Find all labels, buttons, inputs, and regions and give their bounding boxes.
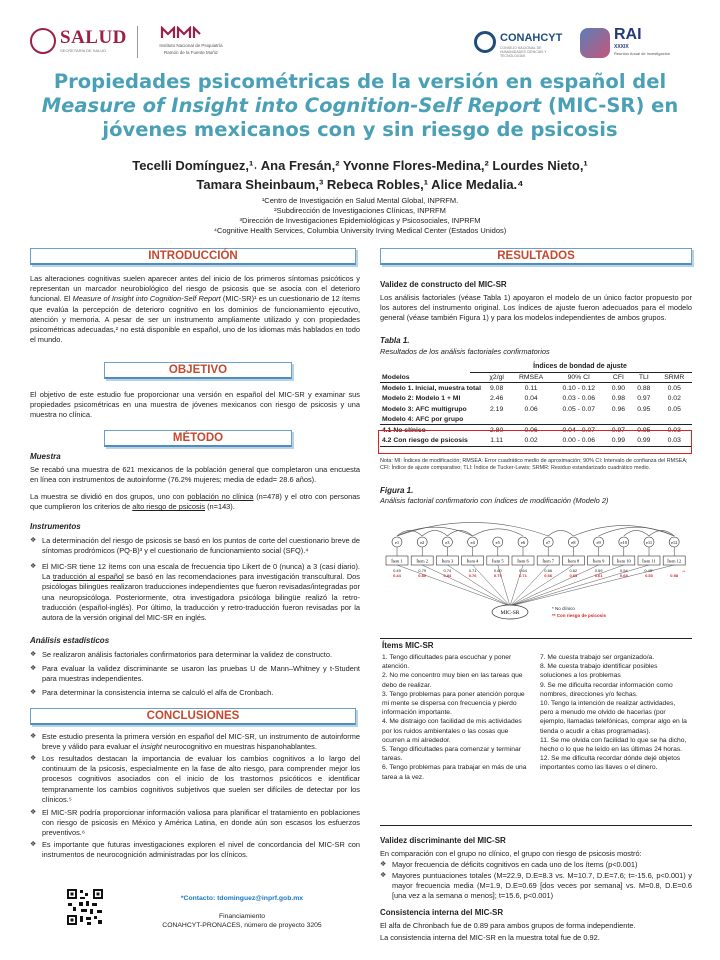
loading-path (473, 565, 510, 606)
item-label: Ítem 11 (642, 558, 656, 564)
sample-text: Se recabó una muestra de 621 mexicanos de la población general que completaron una encuesta en línea con instrumentos de autoinforme (76.2% mujeres; media de edad= 28.6 años). (30, 465, 360, 485)
figure-subtitle: Análisis factorial confirmatorio con índices de modificación (Modelo 2) (380, 496, 609, 505)
item-label: Ítem 8 (567, 558, 580, 564)
error-label: e6 (520, 540, 526, 545)
list-item: 6. Tengo problemas para trabajar en más de una tarea a la vez. (382, 764, 527, 781)
loading-label-nonclinical: 0.64 (519, 568, 527, 573)
error-label: e8 (571, 540, 576, 545)
list-item: 4. Me distraigo con facilidad de mis actividades por los ruidos ambientales o las cosas que ocurren a mi alrededor. (382, 718, 522, 744)
footer: *Contacto: tdominguez@inprf.gob.mx Financiamiento CONAHCYT-PRONACES, número de proyecto 3205 (112, 894, 372, 930)
item-label: Ítem 2 (416, 558, 429, 564)
table-note: Nota: MI: Índices de modificación; RMSEA: Error cuadrático medio de aproximación; 90% CI: Intervalo de confianza del RMSEA; CFI: Índice de ajuste comparativo; TLI: Índice de Tucker-Lewis; SRMR: Residuo estandarizado cuadrático medio. (380, 458, 688, 471)
construct-heading: Validez de constructo del MIC-SR (380, 280, 507, 289)
table-row: 4.2 Con riesgo de psicosis 1.11 0.02 0.00 - 0.06 0.99 0.99 0.03 (380, 436, 692, 447)
list-item: 12. Se me dificulta recordar dónde dejé objetos importantes como las llaves o el dinero. (540, 755, 681, 772)
stats-bullet-1: ❖ Se realizaron análisis factoriales confirmatorios para determinar la validez de constructo. (30, 650, 360, 660)
item-label: Ítem 10 (616, 558, 631, 564)
error-covariance-arc (397, 527, 473, 536)
construct-text: Los análisis factoriales (véase Tabla 1) apoyaron el modelo de un único factor propuesto por los autores del instrumento original. Los índices de ajuste fueron adecuados para el modelo general (véase también Figura 1) y para los modelos independientes de ambos grupos. (380, 293, 692, 323)
item-label: Ítem 9 (592, 558, 605, 564)
legend-nonclinical: * No clínico (552, 606, 575, 611)
error-covariance-arc (422, 530, 447, 536)
items-heading: Ítems MIC-SR (382, 641, 434, 650)
item-label: Ítem 3 (441, 558, 454, 564)
conclusion-bullet-3: ❖ El MIC-SR podría proporcionar información valiosa para planificar el tratamiento en poblaciones con riesgo de psicosis en México y América Latina, en donde aún son escasos los esfuerzos preventivos.⁶ (30, 808, 360, 839)
sample-groups-text: La muestra se dividió en dos grupos, uno con población no clínica (n=478) y el otro con personas que cumplieron los criterios de alto riesgo de psicosis (n=143). (30, 492, 360, 512)
error-label: e2 (420, 540, 425, 545)
error-label: e9 (596, 540, 601, 545)
factor-label: MIC-SR (500, 610, 520, 616)
loading-label-risk: 0.53 (645, 573, 653, 578)
table-header-row: Modelos χ2/gl RMSEA 90% CI CFI TLI SRMR (380, 372, 692, 383)
loading-label-nonclinical: 0.80 (493, 568, 502, 573)
items-left-column (382, 653, 532, 782)
logo-divider (137, 26, 138, 58)
table-row: Modelo 4: AFC por grupo (382, 415, 464, 423)
loading-label-risk: 0.63 (569, 573, 578, 578)
intro-text: Las alteraciones cognitivas suelen aparecer antes del inicio de los primeros síntomas psicóticos y representan un marcador neurobiológico del riesgo de psicosis que se asocia con el deterioro funcional. El Measure of Insight into Cognition-Self Report (MIC-SR)¹ es un cuestionario de 12 ítems que evalúa la percepción de deterioro cognitivo en los dominios de funcionamiento ejecutivo, atención y memoria. A pesar de ser un instrumento ampliamente utilizado y con propiedades psicométricas adecuadas,² no está disponible en español, uno de los idiomas más hablados en todo el mundo. (30, 274, 361, 345)
poster-title: Propiedades psicométricas de la versión en español del Measure of Insight into Cognition-Self Report (MIC-SR) en jóvenes mexicanos con y sin riesgo de psicosis (41, 70, 679, 141)
section-header-results: RESULTADOS (380, 248, 692, 265)
error-label: e3 (445, 540, 450, 545)
mic-sr-items (380, 638, 692, 826)
loading-label-nonclinical: 0.54 (619, 568, 628, 573)
list-item: 2. No me concentro muy bien en las tareas que debo de realizar. (382, 672, 523, 689)
section-header-intro: INTRODUCCIÓN (30, 248, 356, 265)
loading-label-risk: 0.84 (443, 573, 452, 578)
loading-label-risk: 0.80 (418, 573, 427, 578)
error-covariance-arc (573, 526, 674, 536)
group-models-highlight (378, 430, 692, 454)
list-item: 1. Tengo dificultades para escuchar y poner atención. (382, 654, 512, 671)
error-label: e1 (394, 540, 400, 545)
table-group-header: Índices de bondad de ajuste (533, 363, 627, 370)
consistency-text-2: La consistencia interna del MIC-SR en la muestra total fue de 0.92. (380, 933, 600, 942)
conclusion-bullet-1: ❖ Este estudio presenta la primera versión en español del MIC-SR, un instrumento de autoinforme breve y válido para evaluar el insight neurocognitivo en muestras hispanohablantes. (30, 732, 360, 752)
loading-label-risk: 0.61 (594, 573, 603, 578)
discriminant-heading: Validez discriminante del MIC-SR (380, 836, 506, 845)
contact-email-link[interactable]: *Contacto: tdominguez@inprf.gob.mx (180, 895, 304, 902)
stats-heading: Análisis estadísticos (30, 636, 110, 645)
table-row: Modelo 1. Inicial, muestra total 9.08 0.11 0.10 - 0.12 0.90 0.88 0.05 (382, 384, 681, 392)
error-label: e5 (495, 540, 500, 545)
item-label: Ítem 1 (391, 558, 403, 564)
inprf-mark-icon (160, 26, 204, 40)
error-label: e7 (546, 540, 551, 545)
error-label: e10 (620, 540, 628, 545)
table-row: Modelo 2: Modelo 1 + MI 2.46 0.04 0.03 - 0.06 0.98 0.97 0.02 (382, 394, 681, 402)
instruments-heading: Instrumentos (30, 522, 81, 531)
conclusion-bullet-4: ❖ Es importante que futuras investigaciones exploren el nivel de concordancia del MIC-SR con instrumentos de neurocognición administradas por los clínicos. (30, 840, 360, 860)
table-title: Tabla 1. (380, 336, 410, 345)
table-row: 4.1 No clínico 2.80 0.06 0.04 - 0.07 0.97 0.95 0.03 (380, 425, 692, 436)
salud-logo: SALUD SECRETARÍA DE SALUD (30, 26, 130, 56)
consistency-heading: Consistencia interna del MIC-SR (380, 908, 504, 917)
loading-label-risk: 0.68 (619, 573, 628, 578)
inprf-logo: Instituto Nacional de Psiquiatría Ramón de la Fuente Muñiz (146, 26, 236, 60)
risk-marker: ** (682, 569, 686, 574)
loading-label-risk: 0.44 (393, 573, 401, 578)
error-covariance-arc (473, 529, 523, 536)
loading-label-risk: 0.71 (519, 573, 527, 578)
loading-label-nonclinical: 0.59 (594, 568, 603, 573)
objective-text: El objetivo de este estudio fue proporcionar una versión en español del MIC-SR y examinar sus propiedades psicométricas en una muestra de jóvenes mexicanos con riesgo de psicosis y una muestra no clínica. (30, 390, 360, 420)
error-covariance-arc (624, 530, 649, 536)
loading-label-nonclinical: 0.71 (468, 568, 477, 573)
item-label: Ítem 4 (466, 558, 479, 564)
loading-label-nonclinical: 0.66 (544, 568, 553, 573)
loading-label-risk: 0.66 (544, 573, 553, 578)
item-label: Ítem 12 (667, 558, 682, 564)
loading-label-nonclinical: 0.49 (393, 568, 401, 573)
loading-path (510, 565, 624, 606)
discriminant-bullet-1: ❖ Mayor frecuencia de déficits cognitivos en cada uno de los ítems (p<0.001) (380, 860, 692, 870)
item-label: Ítem 5 (491, 558, 504, 564)
affiliations: ¹Centro de Investigación en Salud Mental Global, INPRFM. ²Subdirección de Investigaciones Clínicas, INPRFM ³Dirección de Investigaciones Epidemiológicas y Psicosociales, INPRFM ⁴Cognitive Health Services, Columbia University Irving Medical Center (Estados Unidos) (213, 196, 507, 235)
discriminant-bullet-2: ❖ Mayores puntuaciones totales (M=22.9, D.E=8.3 vs. M=10.7, D.E=7.6; t=-15.6, p<0.001) y mayor frecuencia media (M=1.9, D.E=0.69 [dos veces por semana] vs. M=0.8, D.E=0.6 [una vez a la semana o menos]; t=15.6, p<0.001) (380, 871, 692, 902)
loading-label-nonclinical: 0.74 (443, 568, 452, 573)
section-header-method: MÉTODO (104, 430, 292, 447)
loading-label-risk: 0.58 (670, 573, 679, 578)
instruments-bullet-2: ❖ El MIC-SR tiene 12 ítems con una escala de frecuencia tipo Likert de 0 (nunca) a 3 (casi diario). La traducción al español se basó en las recomendaciones para investigación transcultural. Dos psicólogas bilingües realizaron traducciones independientes que fueron revisadas/integradas por una neuropsicóloga. Posteriormente, otra investigadora psicóloga bilingüe realizó la retro-traducción (español-inglés). Por último, la traducción y retro-traducción fueron revisadas por la autora de la versión original del MIC-SR en inglés. (30, 562, 360, 623)
discriminant-text: En comparación con el grupo no clínico, el grupo con riesgo de psicosis mostró: (380, 849, 642, 858)
qr-code-icon[interactable] (66, 888, 104, 926)
loading-path (510, 565, 649, 606)
emblem-icon (30, 28, 56, 54)
table-row: Modelo 3: AFC multigrupo 2.19 0.06 0.05 - 0.07 0.96 0.95 0.05 (382, 405, 681, 413)
list-item: 9. Se me dificulta recordar información como nombres, direcciones y/o fechas. (540, 681, 673, 698)
loading-path (510, 565, 548, 606)
consistency-text-1: El alfa de Chronbach fue de 0.89 para ambos grupos de forma independiente. (380, 921, 636, 930)
instruments-bullet-1: ❖ La determinación del riesgo de psicosis se basó en los puntos de corte del cuestionario breve de síntomas prodrómicos (PQ-B)³ y el cuestionario de funcionamiento social (SFQ).⁴ (30, 536, 360, 556)
error-label: e4 (470, 540, 475, 545)
legend-risk: ** Con riesgo de psicosis (552, 613, 607, 618)
error-label: e12 (670, 540, 678, 545)
section-header-objective: OBJETIVO (104, 362, 292, 379)
cfa-path-diagram (380, 514, 692, 634)
figure-title: Figura 1. (380, 486, 414, 495)
list-item: 5. Tengo dificultades para comenzar y terminar tareas. (382, 746, 521, 763)
author-list: Tecelli Domínguez,¹˒ Ana Fresán,² Yvonne Flores-Medina,² Lourdes Nieto,¹ Tamara Sheinbaum,³ Rebeca Robles,¹ Alice Medalia.⁴ (132, 158, 588, 192)
brain-icon (580, 28, 610, 58)
stats-bullet-3: ❖ Para determinar la consistencia interna se calculó el alfa de Cronbach. (30, 688, 360, 698)
error-covariance-arc (548, 530, 573, 536)
items-right-column (540, 653, 690, 773)
loading-label-nonclinical: 0.48* (644, 568, 654, 573)
stats-bullet-2: ❖ Para evaluar la validez discriminante se usaron las pruebas U de Mann–Whitney y t-Student para muestras independientes. (30, 664, 360, 684)
table-subtitle: Resultados de los análisis factoriales confirmatorios (380, 347, 550, 356)
conclusion-bullet-2: ❖ Los resultados destacan la importancia de evaluar los cambios cognitivos a lo largo del continuum de la psicosis, especialmente en la fase de alto riesgo, para comprender mejor los procesos cognitivos asociados con el inicio de los trastornos psicóticos e identificar tempranamente los cambios cognitivos subjetivos que suelen ser difíciles de detectar por los clínicos.⁵ (30, 754, 360, 805)
list-item: 8. Me cuesta trabajo identificar posibles soluciones a los problemas (540, 663, 658, 680)
item-label: Ítem 6 (517, 558, 529, 564)
section-header-conclusions: CONCLUSIONES (30, 708, 356, 725)
loading-label-risk: 0.75 (493, 573, 502, 578)
rai-logo: RAI XXXIX Reunión Anual de Investigación (580, 26, 692, 60)
loading-label-risk: 0.76 (468, 573, 477, 578)
list-item: 11. Se me olvida con facilidad lo que se ha dicho, hecho o lo que he leído en las últimas 24 horas. (540, 736, 687, 754)
error-label: e11 (645, 540, 653, 545)
list-item: 10. Tengo la intención de realizar actividades, pero a menudo me olvido de hacerlas (por ejemplo, llamadas telefónicas, comprar algo en la tienda o acudir a citas programadas). (540, 700, 687, 735)
list-item: 3. Tengo problemas para poner atención porque mi mente se dispersa con frecuencia y pierdo información importante. (382, 690, 525, 717)
sample-heading: Muestra (30, 452, 61, 461)
conahcyt-emblem-icon (474, 31, 496, 53)
loading-label-nonclinical: 0.62 (569, 568, 578, 573)
conahcyt-logo: CONAHCYT CONSEJO NACIONAL DE HUMANIDADES CIENCIAS Y TECNOLOGÍAS (474, 30, 564, 56)
list-item: 7. Me cuesta trabajo ser organizado/a. (540, 654, 655, 661)
item-label: Ítem 7 (542, 558, 555, 564)
loading-label-nonclinical: 0.79 (418, 568, 427, 573)
